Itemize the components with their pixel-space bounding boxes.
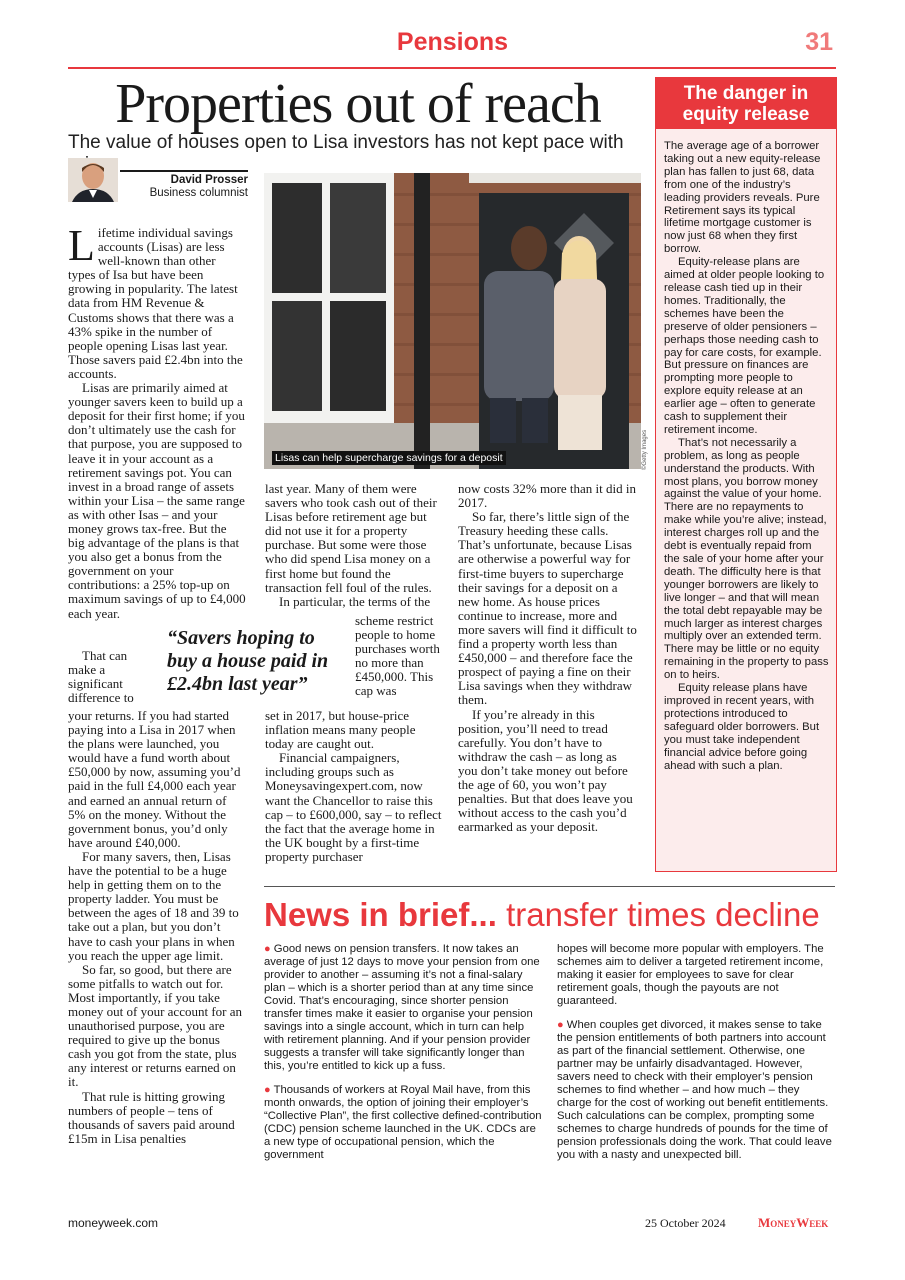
section-title: Pensions (396, 28, 509, 56)
article-column-2-lower (265, 709, 445, 864)
news-rule (264, 886, 835, 887)
paragraph: That can make a significant difference to (68, 648, 134, 706)
news-item: When couples get divorced, it makes sense to take the pension entitlements of both partners into account as part of the financial settlement. Otherwise, one partner may be unfairly disadvantaged. However, savers need to check with their employer’s pension schemes to find whether – and how much – they charge for the cost of working out benefit entitlements. Such calculations can be complex, prompting some schemes to charge hundreds of pounds for the time of pension professionals doing the work. That could leave you with a nasty and unexpected bill. (557, 1019, 832, 1161)
paragraph: Equity release plans have improved in recent years, with protections introduced to safeguard older borrowers. But you must take independent financial advice before going ahead with such a plan. (664, 682, 820, 772)
footer-brand: MoneyWeek (758, 1215, 829, 1230)
byline (120, 170, 248, 200)
paragraph: The average age of a borrower taking out a new equity-release plan has fallen to just 68, data from one of the industry’s leading providers reveals. Pure Retirement says its typical lifetime mortgage customer is now just 68 when they first borrow. (664, 140, 821, 256)
news-title-light: transfer times decline (506, 896, 820, 933)
headline: Properties out of reach (115, 73, 601, 135)
paragraph: Equity-release plans are aimed at older people looking to release cash tied up in their homes. Traditionally, the schemes have been the preserve of older pensioners – perhaps those needing cash to pay for care costs, for example. But pressure on finances are prompting more people to explore equity release at an earlier age – often to generate cash to supplement their retirement income. (664, 256, 825, 436)
paragraph: That rule is hitting growing numbers of people – tens of thousands of savers paid around £15m in Lisa penalties (68, 1088, 235, 1146)
footer-date: 25 October 2024 (645, 1216, 726, 1230)
pull-quote: “Savers hoping to buy a house paid in £2.4bn last year” (167, 627, 329, 695)
paragraph: Lisas are primarily aimed at younger savers keen to build up a deposit for their first home; if you don’t ultimately use the cash for that purpose, you are supposed to leave it in your account as a retirement savings pot. You can invest in a broad range of assets within your Lisa – the same range as with other Isas – and your money grows tax-free. But the big advantage of the plans is that you also get a bonus from the government on your contributions: a 25% top-up on maximum savings of up to £4,000 each year. (68, 380, 246, 621)
sidebar-box (655, 77, 837, 872)
author-photo (68, 158, 118, 202)
article-column-1 (68, 221, 246, 621)
article-photo (264, 173, 641, 469)
author-role: Business columnist (149, 187, 248, 199)
paragraph: That’s not necessarily a problem, as long as people understand the products. With most plans, you borrow money against the value of your home. There are no repayments to make while you’re alive; instead, interest charges roll up and the debt is eventually repaid from the sale of your home after your death. The difficulty here is that younger borrowers are likely to live longer – and that will mean the total debt repayable may be much larger as interest charges multiply over an extended term. There may be little or no equity remaining in the property to pass on to heirs. (664, 436, 829, 682)
bullet-icon: ● (264, 1084, 271, 1096)
paragraph: scheme restrict people to home purchases worth no more than £450,000. This cap was (355, 613, 440, 699)
paragraph: If you’re already in this position, you’ll need to tread carefully. You don’t have to withdraw the cash – as long as you don’t take money out before the age of 60, you won’t pay penalties. But that does leave you without access to the cash you’d earmarked as your deposit. (458, 706, 633, 835)
sidebar-title: The danger in equity release (656, 78, 836, 129)
news-column-2 (557, 943, 835, 1173)
standfirst: The value of houses open to Lisa investors has not kept pace with (68, 132, 624, 153)
paragraph: So far, so good, but there are some pitfalls to watch out for. Most importantly, if you take money out of your account for an unauthorised purpose, you are required to give up the bonus cash you got from the state, plus any interest or returns earned on it. (68, 961, 243, 1090)
news-title-bold: News in brief... (264, 896, 497, 933)
page-number: 31 (805, 28, 833, 56)
photo-credit: ©Getty Images (642, 429, 648, 470)
paragraph: In particular, the terms of the (279, 593, 431, 609)
drop-cap: L (68, 221, 95, 270)
paragraph: So far, there’s little sign of the Treasury heeding these calls. That’s unfortunate, because Lisas are otherwise a powerful way for first-time buyers to supercharge their savings for a deposit on a new home. As house prices continue to increase, more and more savers will find it difficult to find a property worth less than £450,000 – and therefore face the prospect of paying a fine on their Lisa savings when they withdraw them. (458, 509, 637, 708)
bullet-icon: ● (557, 1019, 564, 1031)
article-column-3 (458, 482, 638, 834)
author-name: David Prosser (170, 174, 248, 186)
article-column-2 (265, 482, 445, 609)
paragraph: ifetime individual savings accounts (Lisas) are less well-known than other types of Isa but have been growing in popularity. The latest data from HM Revenue & Customs shows that there was a 43% spike in the number of people opening Lisas last year. Those savers paid £2.4bn into the accounts. (68, 225, 243, 381)
news-heading (264, 896, 820, 934)
photo-caption: Lisas can help supercharge savings for a deposit (272, 451, 506, 465)
news-item: hopes will become more popular with employers. The schemes aim to deliver a targeted retirement income, making it easier for employees to save for clear retirement goals, though the payouts are not guaranteed. (557, 943, 824, 1007)
paragraph: Financial campaigners, including groups such as Moneysavingexpert.com, now want the Chancellor to raise this cap – to £600,000, say – to reflect the fact that the average home in the UK bought by a first-time property purchaser (265, 750, 442, 864)
paragraph: your returns. If you had started paying into a Lisa in 2017 when the plans were launched, you would have a fund worth about £50,000 by now, assuming you’d paid in the full £4,000 each year and earned an annual return of 5% on the money. Without the government bonus, you’d only have around £40,000. (68, 708, 241, 850)
news-item: Thousands of workers at Royal Mail have, from this month onwards, the option of joining their employer’s “Collective Plan”, the first collective defined-contribution (CDC) pension scheme launched in the UK. CDCs are a new type of occupational pension, which the government (264, 1084, 542, 1161)
paragraph: last year. Many of them were savers who took cash out of their Lisas before retirement age but did not use it for a property purchase. But some were those who did spend Lisa money on a first home but found the transaction fell foul of the rules. (265, 481, 437, 595)
bullet-icon: ● (264, 943, 271, 955)
paragraph: For many savers, then, Lisas have the potential to be a huge help in getting them on to the property ladder. You must be between the ages of 18 and 39 to take out a plan, but you don’t have to cash your plans in when you reach the upper age limit. (68, 848, 239, 963)
news-column-1 (264, 943, 542, 1173)
header-rule (68, 67, 836, 69)
article-column-1-lower (68, 709, 246, 1146)
news-item: Good news on pension transfers. It now takes an average of just 12 days to move your pension from one provider to another – assuming it’s not a final-salary plan – which is a shorter period than at any time since Covid. That’s encouraging, since shorter pension transfer times make it easier to organise your pension savings into a single account, which in turn can help with retirement planning. And if your pension provider suggests a transfer will take significantly longer than this, you’re entitled to kick up a fuss. (264, 943, 540, 1072)
paragraph: set in 2017, but house-price inflation means many people today are caught out. (265, 708, 416, 752)
footer-site: moneyweek.com (68, 1216, 159, 1230)
article-column-1-wrap (68, 649, 140, 705)
article-column-2-wrap (355, 614, 447, 699)
paragraph: now costs 32% more than it did in 2017. (458, 481, 637, 511)
sidebar-body (664, 140, 830, 772)
